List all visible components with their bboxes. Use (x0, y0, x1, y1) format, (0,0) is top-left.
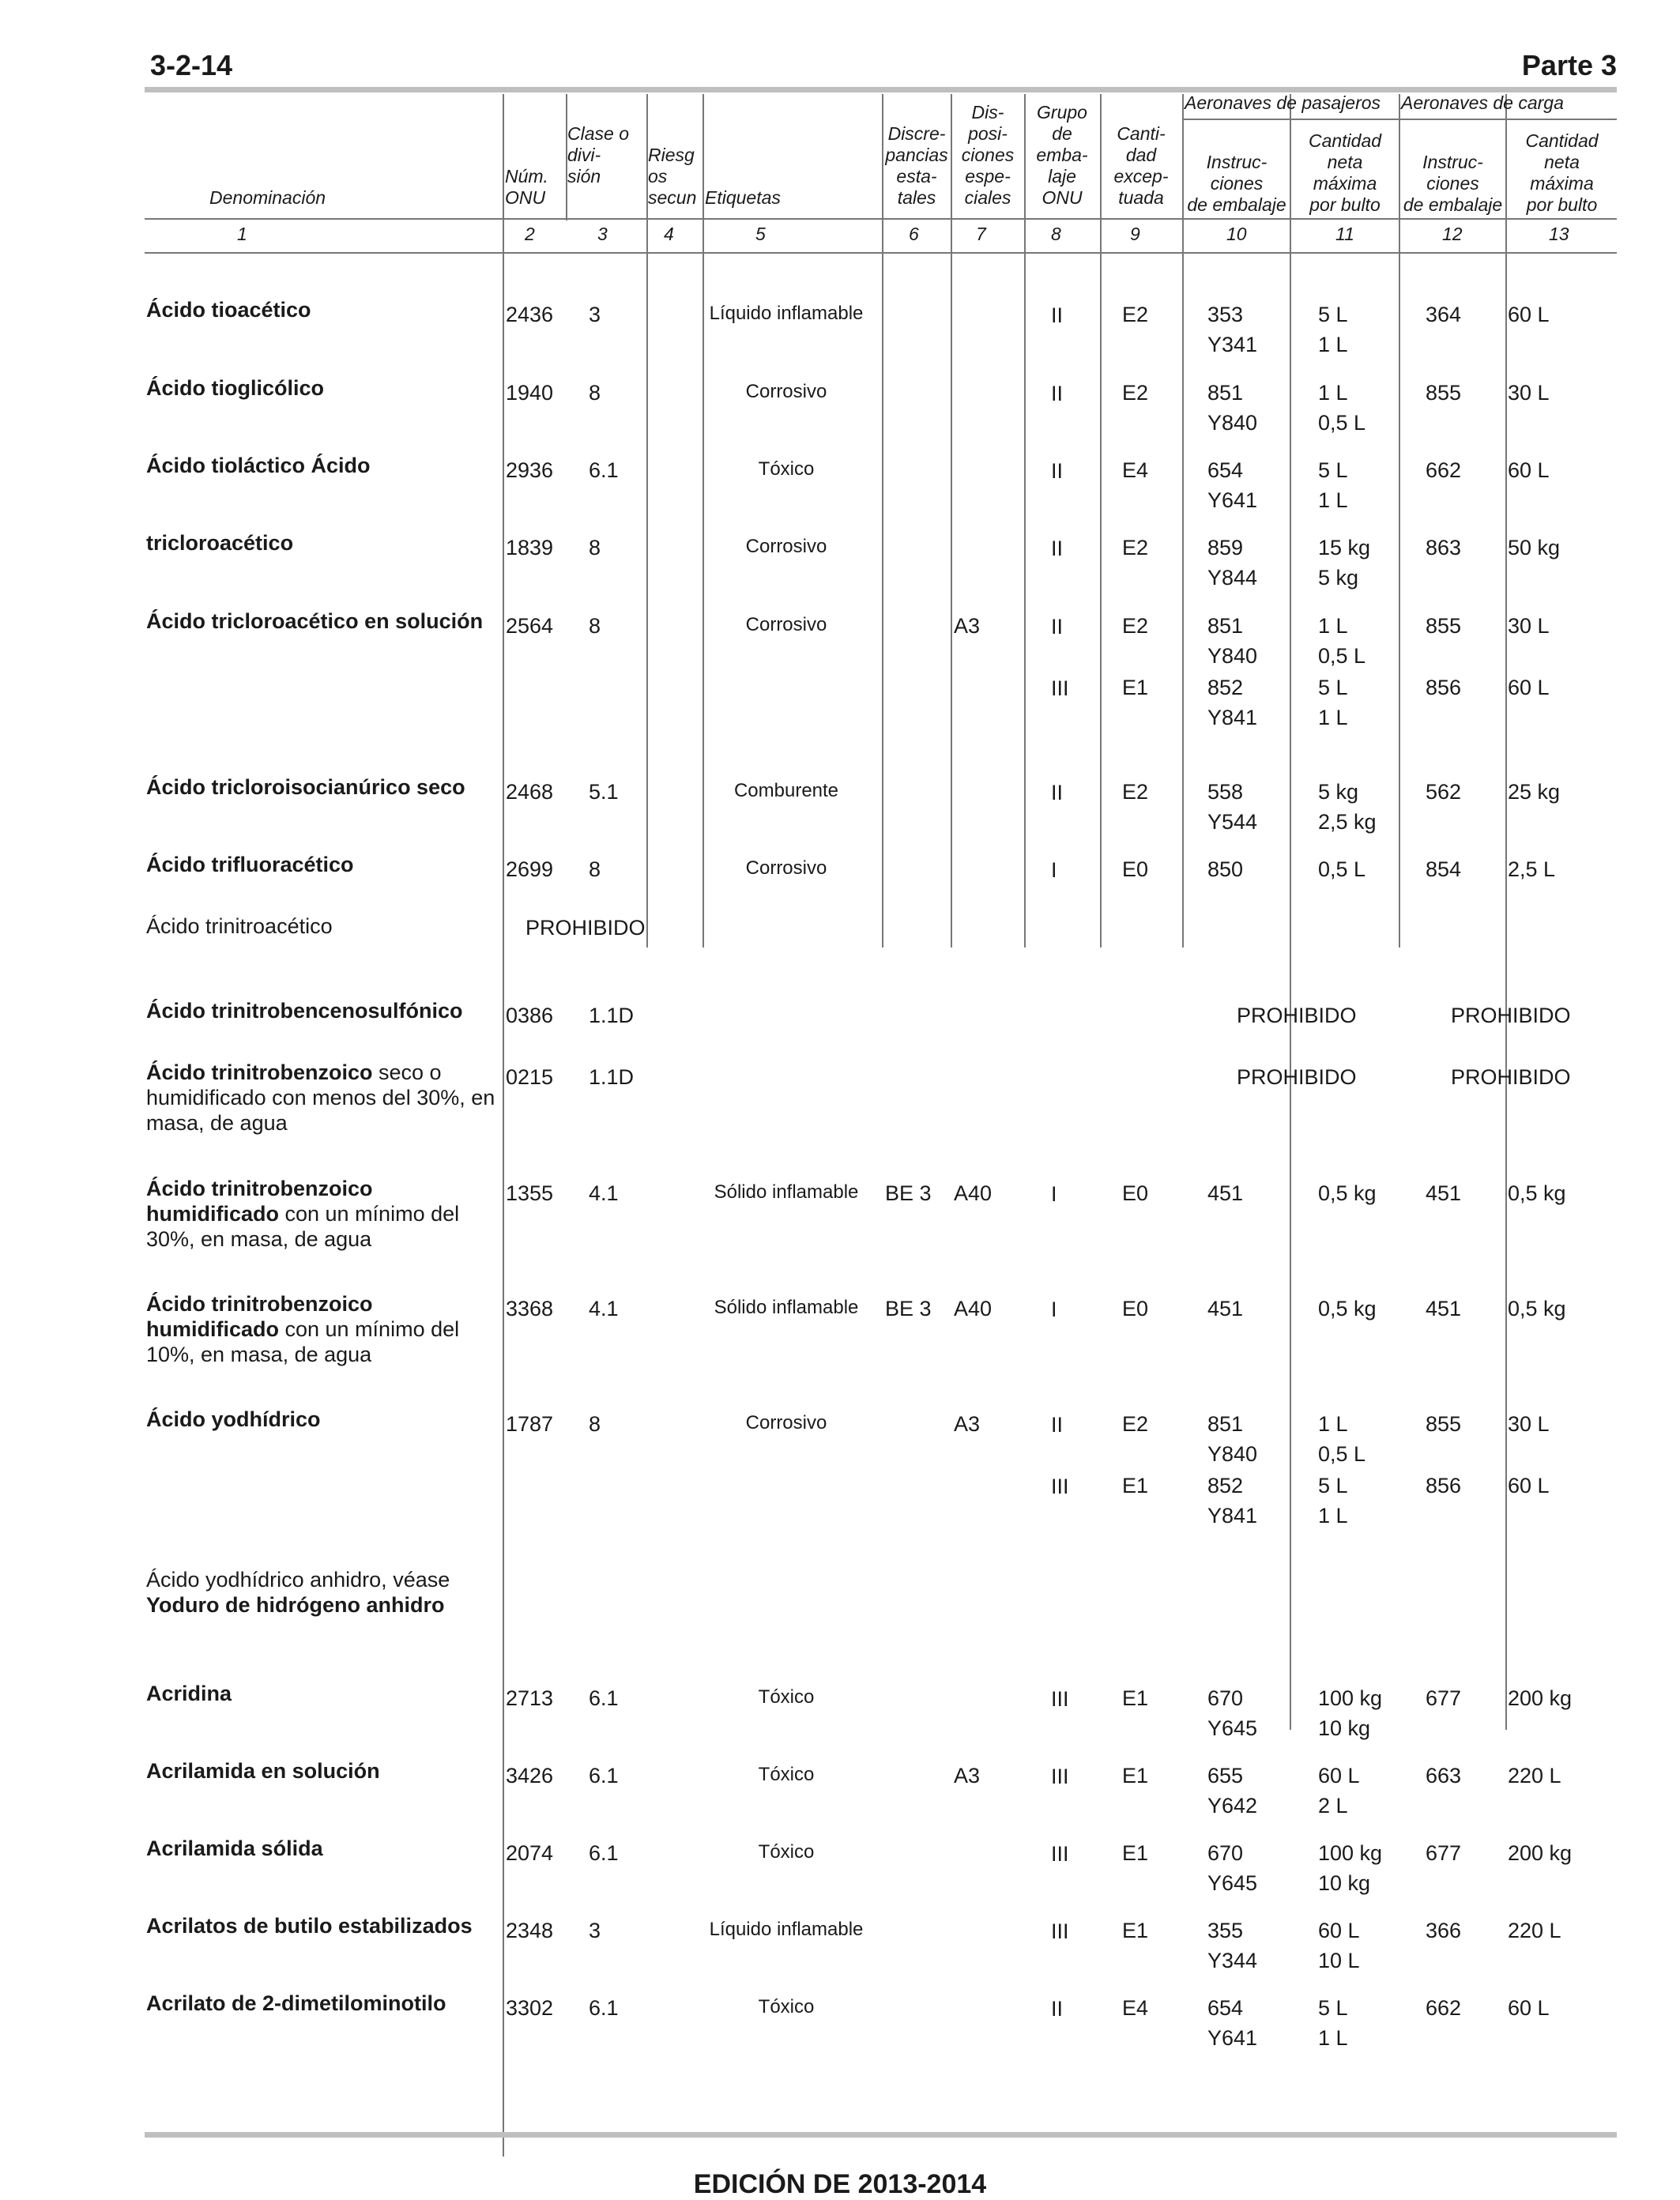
cargo-instruction: 677 (1426, 1841, 1462, 1865)
row-name (146, 608, 502, 634)
passenger-max-qty: 0,5 kg (1318, 1297, 1377, 1320)
name-rest: Ácido trinitroacético (146, 914, 333, 938)
passenger-max-qty: 5 L (1318, 676, 1348, 699)
name-bold: Ácido tioacético (146, 298, 311, 322)
passenger-instruction: 655 (1207, 1764, 1244, 1788)
class-division: 6.1 (589, 1841, 619, 1865)
name-bold: Acrilamida en solución (146, 1759, 380, 1783)
packing-group: III (1051, 1687, 1069, 1711)
passenger-max-qty: 10 kg (1318, 1716, 1371, 1740)
packing-group: II (1051, 382, 1064, 405)
passenger-instruction: 851 (1207, 614, 1244, 638)
class-division: 6.1 (589, 458, 619, 482)
passenger-max-qty: 0,5 L (1318, 644, 1366, 668)
name-bold: Ácido yodhídrico (146, 1407, 321, 1431)
excepted-quantity: E2 (1122, 614, 1149, 638)
cargo-instruction: 856 (1426, 1474, 1462, 1497)
excepted-quantity: E1 (1122, 1841, 1149, 1865)
name-prefix: Ácido yodhídrico anhidro, véase (146, 1568, 450, 1592)
packing-group: II (1051, 615, 1064, 639)
header-instrucciones-carga: Instruc- ciones de embalaje (1403, 152, 1503, 215)
passenger-max-qty: 1 L (1318, 706, 1348, 729)
passenger-instruction: 654 (1207, 458, 1244, 482)
prohibido-cargo: PROHIBIDO (1451, 1065, 1571, 1089)
header-riesgos: Riesg os secun (648, 145, 697, 208)
cargo-max-qty: 60 L (1508, 676, 1550, 699)
passenger-instruction: 850 (1207, 857, 1244, 881)
header-cantidad-exceptuada: Canti- dad excep- tuada (1113, 123, 1169, 208)
passenger-instruction: 852 (1207, 676, 1244, 699)
passenger-instruction: Y641 (1207, 488, 1258, 512)
passenger-max-qty: 60 L (1318, 1919, 1360, 1942)
header-denominacion: Denominación (209, 187, 326, 208)
header-discrepancias: Discre- pancias esta- tales (885, 123, 948, 208)
passenger-max-qty: 0,5 L (1318, 1442, 1366, 1466)
un-number: 3368 (506, 1297, 554, 1320)
state-variation: BE 3 (885, 1297, 932, 1320)
col-divider (646, 94, 648, 947)
prohibido-label: PROHIBIDO (525, 916, 646, 940)
row-name (146, 375, 502, 401)
cargo-instruction: 856 (1426, 676, 1462, 699)
passenger-instruction: Y840 (1207, 644, 1258, 668)
col-divider (1290, 94, 1291, 1730)
packing-group: II (1051, 1413, 1064, 1437)
row-name (146, 1836, 502, 1861)
passenger-max-qty: 0,5 kg (1318, 1181, 1377, 1205)
header-cantidad-pasajeros: Cantidad neta máxima por bulto (1308, 130, 1382, 215)
name-rest: seco o humidificado con menos del 30%, en masa, de agua (146, 1060, 495, 1135)
column-number: 5 (755, 224, 766, 244)
special-provision: A40 (954, 1181, 993, 1205)
un-number: 3302 (506, 1996, 554, 2020)
name-bold: Ácido trinitrobencenosulfónico (146, 999, 463, 1023)
passenger-instruction: Y840 (1207, 411, 1258, 435)
header-grupo: Grupo de emba- laje ONU (1036, 102, 1088, 208)
column-number: 2 (525, 224, 535, 244)
passenger-instruction: Y840 (1207, 1442, 1258, 1466)
name-bold: Acrilato de 2-dimetilominotilo (146, 1991, 446, 2015)
row-name (146, 1407, 502, 1432)
passenger-max-qty: 2,5 kg (1318, 810, 1377, 834)
header-clase: Clase o divi- sión (567, 123, 629, 186)
name-bold: Yoduro de hidrógeno anhidro (146, 1593, 445, 1617)
label-text: Corrosivo (745, 614, 827, 635)
passenger-max-qty: 5 kg (1318, 780, 1359, 804)
excepted-quantity: E0 (1122, 857, 1149, 881)
excepted-quantity: E1 (1122, 1764, 1149, 1788)
un-number: 2699 (506, 857, 554, 881)
cargo-instruction: 855 (1426, 1412, 1462, 1436)
col-divider (1024, 94, 1026, 947)
passenger-max-qty: 2 L (1318, 1794, 1348, 1818)
col-divider (1100, 94, 1102, 947)
cargo-max-qty: 30 L (1508, 614, 1550, 638)
part-label: Parte 3 (1521, 49, 1617, 81)
passenger-instruction: Y844 (1207, 566, 1258, 590)
special-provision: A40 (954, 1297, 993, 1320)
label-text: Tóxico (758, 1996, 815, 2017)
col-divider (703, 94, 704, 947)
un-number: 1787 (506, 1412, 554, 1436)
un-number: 2936 (506, 458, 554, 482)
passenger-max-qty: 1 L (1318, 614, 1348, 638)
cargo-max-qty: 25 kg (1508, 780, 1561, 804)
row-name (146, 852, 502, 877)
un-number: 2713 (506, 1686, 554, 1710)
name-rest: con un mínimo del 30%, en masa, de agua (146, 1202, 460, 1251)
cargo-instruction: 663 (1426, 1764, 1462, 1788)
passenger-max-qty: 1 L (1318, 333, 1348, 356)
passenger-instruction: Y645 (1207, 1871, 1258, 1895)
column-number: 3 (597, 224, 608, 244)
header-num-onu: Núm. ONU (505, 166, 548, 208)
passenger-max-qty: 1 L (1318, 2026, 1348, 2050)
name-bold: Ácido trinitrobenzoico (146, 1060, 373, 1084)
excepted-quantity: E2 (1122, 381, 1149, 405)
packing-group: I (1051, 1298, 1057, 1321)
label-text: Corrosivo (745, 536, 827, 557)
row-name (146, 1681, 502, 1706)
cargo-max-qty: 0,5 kg (1508, 1181, 1566, 1205)
class-division: 3 (589, 1919, 601, 1942)
excepted-quantity: E2 (1122, 536, 1149, 559)
un-number: 2348 (506, 1919, 554, 1942)
class-division: 3 (589, 303, 601, 326)
passenger-max-qty: 10 kg (1318, 1871, 1371, 1895)
name-bold: tricloroacético (146, 531, 294, 555)
cargo-max-qty: 220 L (1508, 1919, 1561, 1942)
class-division: 8 (589, 614, 601, 638)
passenger-max-qty: 0,5 L (1318, 411, 1366, 435)
header-rule (145, 218, 1617, 220)
label-text: Líquido inflamable (709, 303, 864, 324)
header-etiquetas: Etiquetas (705, 187, 781, 208)
passenger-max-qty: 5 L (1318, 1996, 1348, 2020)
packing-group: I (1051, 1182, 1057, 1206)
cargo-instruction: 562 (1426, 780, 1462, 804)
special-provision: A3 (954, 1412, 981, 1436)
prohibido-cargo: PROHIBIDO (1451, 1004, 1571, 1027)
cargo-max-qty: 60 L (1508, 303, 1550, 326)
cargo-instruction: 364 (1426, 303, 1462, 326)
row-name (146, 998, 502, 1023)
un-number: 1355 (506, 1181, 554, 1205)
excepted-quantity: E2 (1122, 780, 1149, 804)
special-provision: A3 (954, 1764, 981, 1788)
col-divider (1399, 94, 1400, 947)
cargo-max-qty: 60 L (1508, 1474, 1550, 1497)
name-bold: Ácido tricloroacético en solución (146, 609, 484, 633)
passenger-instruction: Y544 (1207, 810, 1258, 834)
cargo-instruction: 662 (1426, 1996, 1462, 2020)
row-name (146, 453, 502, 478)
passenger-instruction: Y641 (1207, 2026, 1258, 2050)
row-name (146, 297, 502, 322)
un-number: 0386 (506, 1004, 554, 1027)
name-bold: Ácido tioglicólico (146, 376, 325, 400)
passenger-max-qty: 1 L (1318, 1504, 1348, 1528)
packing-group: II (1051, 537, 1064, 560)
column-number: 13 (1549, 224, 1569, 244)
row-name (146, 1567, 502, 1618)
excepted-quantity: E4 (1122, 458, 1149, 482)
column-number: 11 (1335, 224, 1354, 244)
state-variation: BE 3 (885, 1181, 932, 1205)
passenger-instruction: Y645 (1207, 1716, 1258, 1740)
un-number: 3426 (506, 1764, 554, 1788)
passenger-instruction: 670 (1207, 1841, 1244, 1865)
passenger-max-qty: 5 L (1318, 1474, 1348, 1497)
label-text: Tóxico (758, 1764, 815, 1785)
cargo-instruction: 863 (1426, 536, 1462, 559)
passenger-max-qty: 60 L (1318, 1764, 1360, 1788)
cargo-max-qty: 30 L (1508, 381, 1550, 405)
packing-group: III (1051, 1765, 1069, 1788)
label-text: Líquido inflamable (709, 1919, 864, 1940)
passenger-instruction: Y341 (1207, 333, 1258, 356)
cargo-max-qty: 60 L (1508, 458, 1550, 482)
passenger-instruction: Y841 (1207, 706, 1258, 729)
column-number: 4 (664, 224, 674, 244)
passenger-instruction: 851 (1207, 381, 1244, 405)
page-number: 3-2-14 (150, 49, 233, 81)
passenger-instruction: 654 (1207, 1996, 1244, 2020)
column-number: 10 (1226, 224, 1247, 244)
cargo-max-qty: 200 kg (1508, 1686, 1573, 1710)
header-disposiciones: Dis- posi- ciones espe- ciales (961, 102, 1015, 208)
passenger-max-qty: 1 L (1318, 488, 1348, 512)
un-number: 0215 (506, 1065, 554, 1089)
un-number: 2074 (506, 1841, 554, 1865)
cargo-instruction: 451 (1426, 1181, 1462, 1205)
header-cantidad-carga: Cantidad neta máxima por bulto (1525, 130, 1599, 215)
packing-group: III (1051, 1919, 1069, 1943)
row-name (146, 530, 502, 556)
label-text: Sólido inflamable (714, 1181, 859, 1203)
un-number: 2564 (506, 614, 554, 638)
packing-group: I (1051, 858, 1057, 882)
passenger-max-qty: 5 L (1318, 458, 1348, 482)
excepted-quantity: E1 (1122, 1686, 1149, 1710)
class-division: 5.1 (589, 780, 619, 804)
class-division: 8 (589, 536, 601, 559)
label-text: Tóxico (758, 1686, 815, 1708)
class-division: 1.1D (589, 1065, 635, 1089)
passenger-instruction: 859 (1207, 536, 1244, 559)
un-number: 1940 (506, 381, 554, 405)
class-division: 8 (589, 857, 601, 881)
packing-group: III (1051, 676, 1069, 700)
top-rule (145, 87, 1617, 92)
cargo-max-qty: 50 kg (1508, 536, 1561, 559)
row-name (146, 774, 502, 800)
packing-group: II (1051, 303, 1064, 327)
label-text: Comburente (733, 780, 839, 801)
excepted-quantity: E1 (1122, 1919, 1149, 1942)
class-division: 6.1 (589, 1764, 619, 1788)
label-text: Tóxico (758, 1841, 815, 1863)
class-division: 8 (589, 381, 601, 405)
header-carga: Aeronaves de carga (1401, 92, 1564, 113)
cargo-instruction: 662 (1426, 458, 1462, 482)
cargo-instruction: 677 (1426, 1686, 1462, 1710)
column-number: 9 (1130, 224, 1140, 244)
header-rule-bottom (145, 252, 1617, 254)
column-number: 1 (237, 224, 247, 244)
un-number: 2468 (506, 780, 554, 804)
name-bold: Ácido trinitrobenzoico humidificado (146, 1292, 373, 1341)
cargo-max-qty: 200 kg (1508, 1841, 1573, 1865)
cargo-max-qty: 30 L (1508, 1412, 1550, 1436)
cargo-instruction: 855 (1426, 614, 1462, 638)
passenger-instruction: 852 (1207, 1474, 1244, 1497)
col-divider (1505, 94, 1507, 1730)
passenger-instruction: 670 (1207, 1686, 1244, 1710)
label-text: Sólido inflamable (714, 1297, 859, 1318)
passenger-max-qty: 100 kg (1318, 1841, 1383, 1865)
packing-group: II (1051, 1997, 1064, 2021)
cargo-instruction: 855 (1426, 381, 1462, 405)
column-number: 12 (1442, 224, 1463, 244)
un-number: 2436 (506, 303, 554, 326)
cargo-max-qty: 60 L (1508, 1996, 1550, 2020)
class-division: 4.1 (589, 1297, 619, 1320)
row-name (146, 914, 502, 939)
passenger-instruction: 451 (1207, 1297, 1244, 1320)
passenger-instruction: 353 (1207, 303, 1244, 326)
packing-group: III (1051, 1475, 1069, 1498)
row-name (146, 1176, 502, 1252)
passenger-max-qty: 0,5 L (1318, 857, 1366, 881)
special-provision: A3 (954, 614, 981, 638)
name-bold: Ácido tricloroisocianúrico seco (146, 775, 465, 799)
row-name (146, 1291, 502, 1367)
name-bold: Acrilamida sólida (146, 1836, 323, 1860)
cargo-instruction: 366 (1426, 1919, 1462, 1942)
passenger-max-qty: 10 L (1318, 1949, 1360, 1972)
label-text: Corrosivo (745, 857, 827, 879)
prohibido-passenger: PROHIBIDO (1237, 1004, 1357, 1027)
header-subrule (1182, 119, 1617, 120)
label-text: Corrosivo (745, 381, 827, 402)
class-division: 8 (589, 1412, 601, 1436)
excepted-quantity: E0 (1122, 1181, 1149, 1205)
column-number: 8 (1051, 224, 1061, 244)
cargo-instruction: 451 (1426, 1297, 1462, 1320)
name-rest: con un mínimo del 10%, en masa, de agua (146, 1317, 460, 1366)
passenger-max-qty: 5 L (1318, 303, 1348, 326)
passenger-instruction: 451 (1207, 1181, 1244, 1205)
row-name (146, 1913, 502, 1938)
passenger-max-qty: 1 L (1318, 381, 1348, 405)
passenger-instruction: 355 (1207, 1919, 1244, 1942)
prohibido-passenger: PROHIBIDO (1237, 1065, 1357, 1089)
passenger-instruction: Y841 (1207, 1504, 1258, 1528)
passenger-instruction: Y344 (1207, 1949, 1258, 1972)
name-bold: Ácido trinitrobenzoico humidificado (146, 1177, 373, 1226)
packing-group: III (1051, 1842, 1069, 1866)
class-division: 4.1 (589, 1181, 619, 1205)
cargo-max-qty: 220 L (1508, 1764, 1561, 1788)
col-divider (951, 94, 952, 947)
col-divider (503, 94, 504, 2157)
passenger-instruction: 851 (1207, 1412, 1244, 1436)
bottom-rule (145, 2132, 1617, 2138)
passenger-max-qty: 5 kg (1318, 566, 1359, 590)
class-division: 6.1 (589, 1996, 619, 2020)
excepted-quantity: E4 (1122, 1996, 1149, 2020)
name-bold: Ácido trifluoracético (146, 853, 354, 876)
name-bold: Acrilatos de butilo estabilizados (146, 1914, 473, 1938)
col-divider (1182, 94, 1184, 947)
cargo-instruction: 854 (1426, 857, 1462, 881)
name-bold: Ácido tioláctico Ácido (146, 454, 371, 477)
row-name (146, 1991, 502, 2016)
header-instrucciones-pasajeros: Instruc- ciones de embalaje (1187, 152, 1286, 215)
col-divider (882, 94, 883, 947)
passenger-instruction: Y642 (1207, 1794, 1258, 1818)
packing-group: II (1051, 459, 1064, 483)
un-number: 1839 (506, 536, 554, 559)
label-text: Corrosivo (745, 1412, 827, 1433)
cargo-max-qty: 2,5 L (1508, 857, 1556, 881)
row-name (146, 1060, 502, 1136)
passenger-max-qty: 15 kg (1318, 536, 1371, 559)
passenger-max-qty: 100 kg (1318, 1686, 1383, 1710)
column-number: 7 (976, 224, 986, 244)
excepted-quantity: E0 (1122, 1297, 1149, 1320)
column-number: 6 (909, 224, 919, 244)
excepted-quantity: E1 (1122, 1474, 1149, 1497)
class-division: 1.1D (589, 1004, 635, 1027)
edition-footer: EDICIÓN DE 2013-2014 (693, 2169, 987, 2199)
label-text: Tóxico (758, 458, 815, 480)
excepted-quantity: E2 (1122, 303, 1149, 326)
packing-group: II (1051, 781, 1064, 804)
header-pasajeros: Aeronaves de pasajeros (1185, 92, 1381, 113)
class-division: 6.1 (589, 1686, 619, 1710)
name-bold: Acridina (146, 1682, 232, 1705)
passenger-instruction: 558 (1207, 780, 1244, 804)
row-name (146, 1758, 502, 1784)
cargo-max-qty: 0,5 kg (1508, 1297, 1566, 1320)
passenger-max-qty: 1 L (1318, 1412, 1348, 1436)
excepted-quantity: E1 (1122, 676, 1149, 699)
excepted-quantity: E2 (1122, 1412, 1149, 1436)
